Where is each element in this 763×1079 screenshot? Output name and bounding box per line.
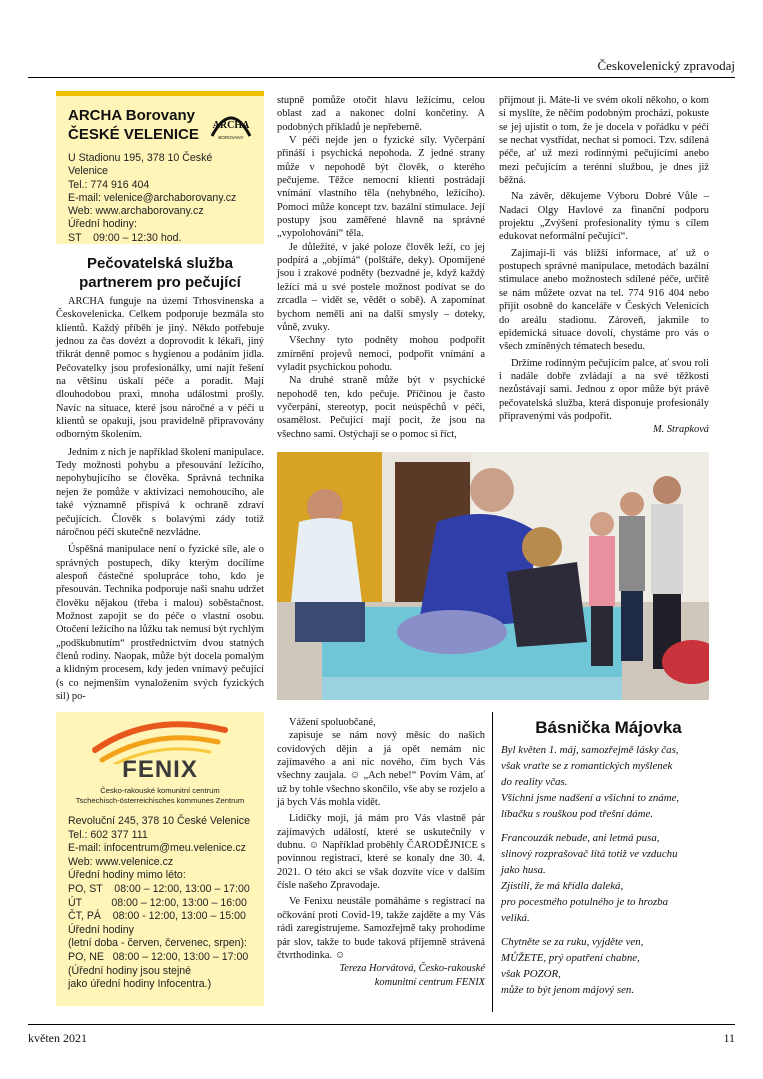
fenix-name: FENIX: [122, 756, 198, 783]
page-number: 11: [723, 1031, 735, 1045]
fenix-hours-row: ÚT 08:00 – 12:00, 13:00 – 16:00: [68, 896, 247, 909]
fenix-contact-box: [56, 712, 264, 1006]
poem-line: Zjistili, že má křídla daleká,: [501, 880, 624, 892]
fenix-note: jako úřední hodiny Infocentra.): [68, 978, 212, 991]
article-column-2: [277, 94, 485, 441]
paragraph: Úspěšná manipulace není o fyzické síle, ale o správných postupech, díky kterým docílíme alespoň částečné spolupráce toho, kdo je přesouván. Technika podporuje naši snahu udržet člověku nějakou (třeba i malou) soběstačnost. Možnost zapojit se do péče o vlastní osobu. Otočení ležícího na lůžku tak nemusí být rychlým „podškubnutím“ prostřednictvím dvou statných členů rodiny. Naopak, může být docela pomalým a klidným procesem, kdy jeden vnímavý pečující (s co nejmenším vynaložením svých fyzických sil) po-: [56, 544, 264, 702]
page-footer: [28, 1024, 735, 1046]
poem-line: jako husa.: [501, 864, 546, 876]
archa-hours-label: Úřední hodiny:: [68, 218, 137, 231]
paragraph: Zajímají-li vás bližší informace, ať už o postupech správné manipulace, metodách bazální stimulace anebo možnostech sdílené péče, určitě se nám můžete ozvat na tel. 774 916 404 nebo přijít osobně do kanceláře v Českých Velenicích do areálu stadionu. Zároveň, jakmile to epidemická situace dovolí, chystáme pro vás o všech zmíněných tématech besedu.: [499, 247, 709, 353]
fenix-article-signature-2: komunitní centrum FENIX: [374, 976, 485, 988]
paragraph: Je důležité, v jaké poloze člověk leží, co jej podpírá a „objímá“ (polštáře, deky). Opomíjené jsou i zrakové podněty (bezvadné je, když každý ležící má u své postele možnost podívat se do zrcadla – vidět se, vědět o sobě). A zapomínat bychom neměli ani na další smysly – doteky, vůně, zvuky.: [277, 241, 485, 333]
article-signature: M. Strapková: [653, 424, 709, 436]
archa-contact-info: [68, 152, 252, 245]
paragraph: Držíme rodinným pečujícím palce, ať svou roli i nadále dobře zvládají a na své těžkosti nezůstávají sami. Jednou z opor může být právě pečovatelská služba, která disponuje profesionály připravenými vás podpořit.: [499, 357, 709, 422]
paragraph: Ve Fenixu neustále pomáháme s registrací na očkování proti Covid-19, takže zajděte a my Vás rádi zaregistrujeme. Samozřejmě taky prohodíme pár slov, takže to bude taková příjemně strávená čtvrthodinka. ☺: [277, 896, 485, 961]
fenix-article-signature-1: Tereza Horvátová, Česko-rakouské: [339, 963, 485, 975]
fenix-summer-label: Úřední hodiny: [68, 923, 134, 936]
poem-line: Všichni jsme nadšení a všichni to známe,: [501, 792, 680, 804]
archa-address: U Stadionu 195, 378 10 České Velenice: [68, 152, 213, 178]
archa-web: Web: www.archaborovany.cz: [68, 205, 204, 218]
poem: [501, 742, 716, 1006]
article-title-line2: partnerem pro pečující: [79, 274, 241, 291]
archa-email: E-mail: velenice@archaborovany.cz: [68, 191, 237, 204]
poem-line: však POZOR,: [501, 968, 561, 980]
fenix-web: Web: www.velenice.cz: [68, 855, 174, 868]
poem-stanza: [501, 830, 716, 926]
archa-phone: Tel.: 774 916 404: [68, 178, 150, 191]
poem-line: může to být jenom májový sen.: [501, 984, 635, 996]
fenix-hours-row: ČT, PÁ 08:00 - 12:00, 13:00 – 15:00: [68, 910, 246, 923]
paragraph: přijmout ji. Máte-li ve svém okolí někoho, o kom si myslíte, že něčím podobným prochází, pokuste se jej ujistit o tom, že je docela v pořádku v péči se nechat vystřídat, nechat si pomoci. Tzv. sdílená péče, ať už mezi rodinnými pečujícími anebo mezi pečujícím a terénní službou, je dnes již běžná.: [499, 95, 709, 187]
fenix-note: (Úřední hodiny jsou stejné: [68, 964, 192, 977]
archa-name-line2: ČESKÉ VELENICE: [68, 126, 199, 143]
poem-title: Básnička Májovka: [535, 718, 682, 737]
newsletter-header: Českovelenický zpravodaj: [28, 58, 735, 78]
paragraph: Lidičky moji, já mám pro Vás vlastně pár zajímavých událostí, které se uskutečnily v dubnu. ☺ Například proběhly ČARODĚJNICE s povinnou registrací, které se konaly dne 30. 4. 2021. O této akci se však dozvíte více v dalším čísle našeho Zpravodaje.: [277, 813, 485, 892]
archa-logo-icon: [208, 106, 254, 142]
paragraph: Jedním z nich je například školení manipulace. Tedy možnosti pohybu a přesouvání ležícího, nepohybujícího se člověka. Správná technika nejen že pomůže v aktivizaci nemohoucího, ale také významně přispívá k ochraně zdraví pečujících. Člověk s bolavými zády totiž náročnou péči skutečně nezvládne.: [56, 446, 264, 538]
poem-line: slinový rozprašovač lítá totiž ve vzduchu: [501, 848, 678, 860]
paragraph: Na závěr, děkujeme Výboru Dobré Vůle – Nadaci Olgy Havlové za finanční podporu projektu „Zvýšení profesionality týmu s cílem edukovat neformální pečující“.: [499, 191, 709, 243]
photo-illustration: [277, 452, 709, 700]
article-photo: [277, 452, 709, 700]
fenix-hours-row: PO, ST 08:00 – 12:00, 13:00 – 17:00: [68, 882, 250, 895]
poem-line: veliká.: [501, 912, 530, 924]
poem-stanza: [501, 934, 716, 998]
paragraph: ARCHA funguje na území Trhosvinenska a Českovelenicka. Celkem podporuje bezmála sto klientů. Každý příběh je jiný. Někdo potřebuje jednou za čas dovézt a doprovodit k lékaři, jiný třikrát denně pomoc s hygienou a podáním jídla. Pečovatelky jsou profesionálky, umí najít řešení na většinu úskalí péče a poradit. Mají dlouhodobou praxi, mnoha událostmi prošly. Navíc na situace, které jsou náročné a v péči u klientů se opakují, jsou pravidelně připravovány odborným školením.: [56, 296, 264, 441]
fenix-address: Revoluční 245, 378 10 České Velenice: [68, 815, 250, 827]
poem-line: však vraťte se z romantických myšlenek: [501, 760, 673, 772]
archa-logo-text: ARCHA: [212, 120, 250, 131]
fenix-subtitle-de: Tschechisch-österreichisches kommunes Zentrum: [75, 795, 245, 805]
poem-line: Chytněte se za ruku, vyjděte ven,: [501, 936, 644, 948]
fenix-summer-months: (letní doba - červen, červenec, srpen):: [68, 937, 248, 950]
fenix-logo-icon: [90, 720, 230, 764]
poem-line: líbačku s rouškou pod třešní dáme.: [501, 808, 654, 820]
fenix-hours-label: Úřední hodiny mimo léto:: [68, 869, 186, 882]
paragraph: Všechny tyto podněty mohou podpořit zmírnění projevů nemoci, podpořit vnímání a vyladit psychickou pohodu.: [277, 335, 485, 373]
column-divider: [492, 712, 493, 1012]
poem-stanza: [501, 742, 716, 822]
paragraph: stupně pomůže otočit hlavu ležícímu, celou oblast zad a nakonec dolní končetiny. A podobných příkladů je nepřeberně.: [277, 95, 485, 133]
article-title: [56, 254, 264, 292]
issue-date: květen 2021: [28, 1031, 87, 1045]
article-title-line1: Pečovatelská služba: [87, 255, 233, 272]
article-column-1: [56, 295, 264, 703]
poem-line: Byl květen 1. máj, samozřejmě lásky čas,: [501, 744, 679, 756]
archa-contact-box: [56, 91, 264, 244]
greeting: Vážení spoluobčané,: [289, 717, 376, 728]
fenix-article: [277, 716, 485, 989]
paragraph: V péči nejde jen o fyzické síly. Vyčerpání přináší i psychická nepohoda. Z jedné strany může v nepohodě být člověk, o kterého pečujeme. Těžce nemocní klienti postrádají vnímání vlastního těla (nehybného, ležícího). Pomoci může koncept tzv. bazální stimulace. Její postupy jsou zaměřené hlavně na správné „vypolohování“ těla.: [277, 135, 485, 240]
fenix-contact-info: [68, 815, 252, 992]
fenix-hours-row: PO, NE 08:00 – 12:00, 13:00 – 17:00: [68, 950, 249, 963]
fenix-subtitle-cz: Česko-rakouské komunitní centrum: [100, 786, 220, 795]
article-column-3: [499, 94, 709, 437]
poem-line: pro pocestného potulného je to hrozba: [501, 896, 669, 908]
paragraph: zapisuje se nám nový měsíc do našich covidových dějin a já opět nemám nic zajímavého a ani nic nového, čím bych Vás všechny zaujala. ☺ „Ach nebe!“ Povím Vám, ať už by tohle všechno skončilo, vše aby se rozjelo a já bych Vás mohla vidět.: [277, 730, 485, 809]
poem-line: MŮŽETE, prý opatření chabne,: [501, 952, 640, 964]
archa-name-line1: ARCHA Borovany: [68, 107, 195, 124]
poem-line: Francouzák nebude, ani letmá pusa,: [501, 832, 660, 844]
fenix-phone: Tel.: 602 377 111: [68, 828, 148, 841]
paragraph: Na druhé straně může být v psychické nepohodě ten, kdo pečuje. Příčinou je často vyčerpání, stereotyp, pocit neúspěchů v péči, osamělost. Pečující mají pocit, že jsou na všechno sami. Ostýchají se o pomoc si říct,: [277, 375, 485, 440]
poem-line: do reality včas.: [501, 776, 568, 788]
fenix-email: E-mail: infocentrum@meu.velenice.cz: [68, 842, 246, 855]
archa-hours: ST 09:00 – 12:30 hod.: [68, 231, 182, 244]
archa-logo-sub: BOROVANY: [218, 135, 244, 140]
